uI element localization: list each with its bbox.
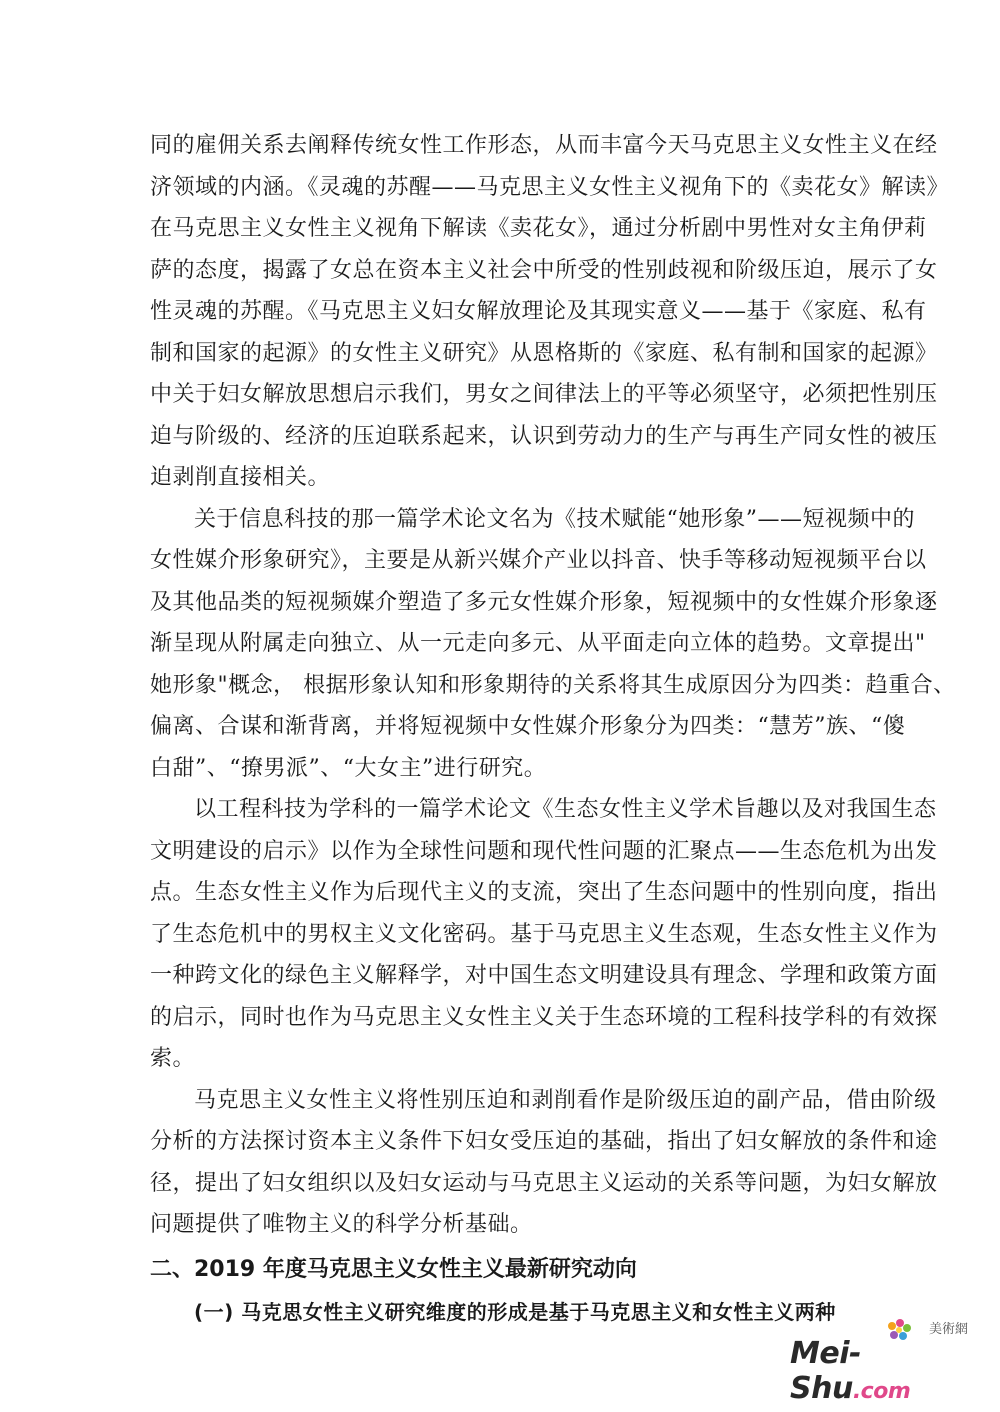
text-line: 同的雇佣关系去阐释传统女性工作形态，从而丰富今天马克思主义女性主义在经 [150,133,938,158]
text-line: 迫与阶级的、经济的压迫联系起来，认识到劳动力的生产与再生产同女性的被压 [150,423,938,449]
text-line: 关于信息科技的那一篇学术论文名为《技术赋能“她形象”——短视频中的 [194,506,915,532]
text-line: 问题提供了唯物主义的科学分析基础。 [150,1212,533,1237]
watermark-logo-suffix: .com [852,1379,911,1404]
watermark-cn-text: 美術網 [928,1322,968,1337]
paragraph-4 [150,1080,938,1246]
text-line: 了生态危机中的男权主义文化密码。基于马克思主义生态观，生态女性主义作为 [150,921,938,947]
subsection-heading: (一) 马克思女性主义研究维度的形成是基于马克思主义和女性主义两种 [194,1299,836,1324]
text-line: 索。 [150,1046,196,1071]
text-line: 中关于妇女解放思想启示我们，男女之间律法上的平等必须坚守，必须把性别压 [150,382,938,407]
text-line: 渐呈现从附属走向独立、从一元走向多元、从平面走向立体的趋势。文章提出" [150,631,926,656]
text-line: 分析的方法探讨资本主义条件下妇女受压迫的基础，指出了妇女解放的条件和途 [150,1129,938,1154]
watermark-logo [790,1318,980,1406]
text-line: 及其他品类的短视频媒介塑造了多元女性媒介形象，短视频中的女性媒介形象逐 [150,589,938,615]
text-line: 点。生态女性主义作为后现代主义的支流，突出了生态问题中的性别向度，指出 [150,880,938,905]
text-line: 女性媒介形象研究》，主要是从新兴媒介产业以抖音、快手等移动短视频平台以 [150,548,927,573]
watermark-logo-main: Mei-Shu [790,1336,861,1406]
text-line: 文明建设的启示》以作为全球性问题和现代性问题的汇聚点——生态危机为出发 [150,838,938,864]
text-line: 的启示，同时也作为马克思主义女性主义关于生态环境的工程科技学科的有效探 [150,1004,938,1030]
text-line: 白甜”、“撩男派”、“大女主”进行研究。 [150,755,547,781]
section-heading: 二、2019 年度马克思主义女性主义最新研究动向 [150,1256,637,1282]
text-line: 她形象"概念， 根据形象认知和形象期待的关系将其生成原因分为四类：趋重合、 [150,672,956,698]
paragraph-1 [150,125,950,499]
text-line: 偏离、合谋和渐背离，并将短视频中女性媒介形象分为四类：“慧芳”族、“傻 [150,714,906,739]
text-line: 一种跨文化的绿色主义解释学，对中国生态文明建设具有理念、学理和政策方面 [150,963,938,988]
text-line: 马克思主义女性主义将性别压迫和剥削看作是阶级压迫的副产品，借由阶级 [194,1087,937,1113]
text-line: 迫剥削直接相关。 [150,465,331,490]
text-line: 萨的态度，揭露了女总在资本主义社会中所受的性别歧视和阶级压迫，展示了女 [150,257,938,283]
text-line: 径，提出了妇女组织以及妇女运动与马克思主义运动的关系等问题，为妇女解放 [150,1170,938,1196]
paragraph-3 [150,789,938,1080]
document-page [150,125,956,1332]
text-line: 制和国家的起源》的女性主义研究》从恩格斯的《家庭、私有制和国家的起源》 [150,340,938,366]
paragraph-2 [150,499,956,790]
text-line: 以工程科技为学科的一篇学术论文《生态女性主义学术旨趣以及对我国生态 [194,797,937,822]
text-line: 在马克思主义女性主义视角下解读《卖花女》，通过分析剧中男性对女主角伊莉 [150,216,927,241]
watermark-logo-text [790,1336,980,1406]
text-line: 济领域的内涵。《灵魂的苏醒——马克思主义女性主义视角下的《卖花女》解读》 [150,174,950,200]
text-line: 性灵魂的苏醒。《马克思主义妇女解放理论及其现实意义——基于《家庭、私有 [150,299,927,324]
